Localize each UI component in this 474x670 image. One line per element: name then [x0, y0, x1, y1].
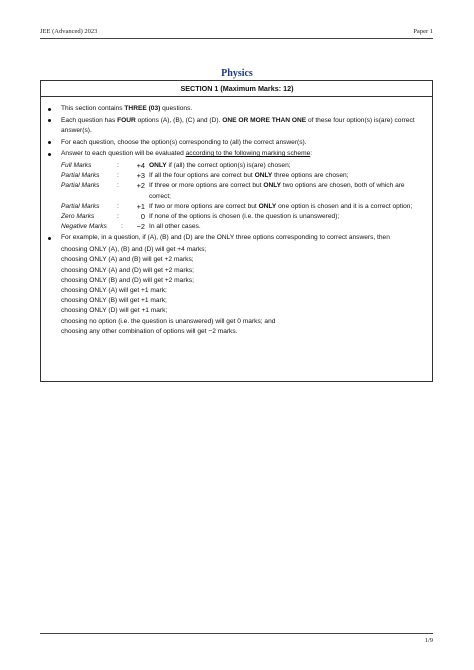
example-intro: For example, in a question, if (A), (B) and (D) are the ONLY three options corresponding to correct answers, then: [61, 234, 390, 242]
scheme-row: [61, 222, 424, 232]
example-line: choosing ONLY (D) will get +1 mark;: [61, 307, 168, 315]
scheme-text: [149, 222, 424, 232]
scheme-value: 0: [140, 212, 145, 222]
example-lines: [61, 245, 424, 337]
text-run: of these four option(s) is(are) correct answer(s).: [61, 116, 415, 134]
bullet-icon: [48, 141, 51, 144]
scheme-value: +2: [136, 181, 145, 191]
scheme-text: [149, 171, 424, 181]
instruction-item: [44, 138, 424, 148]
text-run: if (all) the correct option(s) is(are) chosen;: [166, 162, 291, 170]
example-line: choosing ONLY (B) and (D) will get +2 marks;: [61, 276, 194, 284]
scheme-label: Full Marks: [61, 162, 92, 170]
scheme-colon: :: [117, 172, 119, 180]
marking-scheme: [61, 161, 424, 232]
text-run: three options are chosen;: [272, 172, 349, 180]
text-run: one option is chosen and it is a correct option;: [276, 202, 413, 210]
subject-title: Physics: [221, 68, 253, 79]
example-line: choosing any other combination of options will get −2 marks.: [61, 327, 238, 335]
bold-text: ONLY: [149, 162, 167, 170]
text-run: In all other cases.: [149, 223, 201, 231]
section-instructions: [44, 104, 424, 337]
text-run: Each question has: [61, 116, 118, 124]
bold-text: ONLY: [258, 202, 277, 210]
scheme-colon: :: [121, 223, 123, 231]
scheme-row: [61, 181, 424, 201]
instruction-text: [61, 139, 307, 146]
bold-text: THREE (03): [124, 105, 161, 112]
bold-text: ONE OR MORE THAN ONE: [222, 116, 307, 124]
scheme-colon: :: [117, 202, 119, 210]
instruction-item: [44, 116, 424, 136]
scheme-value: +3: [136, 171, 145, 181]
instruction-list: [44, 104, 424, 160]
scheme-value: +4: [136, 161, 145, 171]
bold-text: ONLY: [254, 172, 273, 180]
scheme-value: −2: [136, 222, 145, 232]
instruction-item: [44, 104, 424, 114]
bullet-icon: [48, 237, 51, 240]
exam-name: JEE (Advanced) 2023: [40, 28, 98, 35]
instruction-text: [61, 150, 312, 157]
instruction-text: [61, 105, 192, 112]
scheme-colon: :: [117, 182, 119, 190]
paper-label: Paper 1: [413, 28, 433, 35]
text-run: If three or more options are correct but: [149, 182, 264, 190]
bold-text: FOUR: [117, 116, 136, 124]
text-run: If none of the options is chosen (i.e. the question is unanswered);: [149, 213, 340, 221]
scheme-colon: :: [117, 162, 119, 170]
scheme-text: [149, 202, 424, 212]
page-number: 1/9: [424, 637, 433, 644]
text-run: questions.: [160, 105, 193, 112]
bullet-icon: [48, 153, 51, 156]
scheme-text: [149, 181, 424, 201]
text-run: For each question, choose the option(s) corresponding to (all) the correct answer(s).: [61, 138, 307, 146]
example-line: choosing ONLY (A) and (B) will get +2 marks;: [61, 256, 194, 264]
scheme-label: Partial Marks: [61, 172, 100, 180]
underlined-text: according to the following marking scheme: [185, 150, 311, 158]
scheme-label: Negative Marks: [61, 223, 107, 231]
example-line: choosing no option (i.e. the question is unanswered) will get 0 marks; and: [61, 317, 276, 325]
section-heading: SECTION 1 (Maximum Marks: 12): [180, 84, 294, 93]
scheme-value: +1: [136, 201, 145, 211]
scheme-row: [61, 202, 424, 212]
scheme-label: Zero Marks: [61, 213, 95, 221]
text-run: :: [310, 150, 313, 158]
text-run: Answer to each question will be evaluated: [61, 150, 186, 158]
scheme-label: Partial Marks: [61, 202, 100, 210]
instruction-item: [44, 149, 424, 159]
scheme-label: Partial Marks: [61, 182, 100, 190]
scheme-colon: :: [117, 213, 119, 221]
scheme-row: [61, 161, 424, 171]
text-run: options (A), (B), (C) and (D).: [135, 116, 223, 124]
text-run: two options are chosen, both of which are correct;: [149, 182, 405, 200]
text-run: If two or more options are correct but: [149, 202, 259, 210]
section-divider: [40, 96, 433, 97]
example-line: choosing ONLY (B) will get +1 mark;: [61, 297, 167, 305]
instruction-text: [61, 117, 415, 134]
bullet-icon: [48, 119, 51, 122]
scheme-row: [61, 212, 424, 222]
footer-rule: [40, 633, 433, 634]
bold-text: ONLY: [263, 182, 282, 190]
instruction-item: [44, 233, 424, 243]
scheme-text: [149, 212, 424, 222]
example-line: choosing ONLY (A) and (D) will get +2 marks;: [61, 266, 194, 274]
text-run: If all the four options are correct but: [149, 172, 255, 180]
example-line: choosing ONLY (A), (B) and (D) will get +4 marks;: [61, 246, 207, 254]
bullet-icon: [48, 108, 51, 111]
header-rule: [40, 38, 433, 39]
scheme-row: [61, 171, 424, 181]
text-run: This section contains: [61, 105, 125, 112]
example-line: choosing ONLY (A) will get +1 mark;: [61, 286, 167, 294]
scheme-text: [149, 161, 424, 171]
